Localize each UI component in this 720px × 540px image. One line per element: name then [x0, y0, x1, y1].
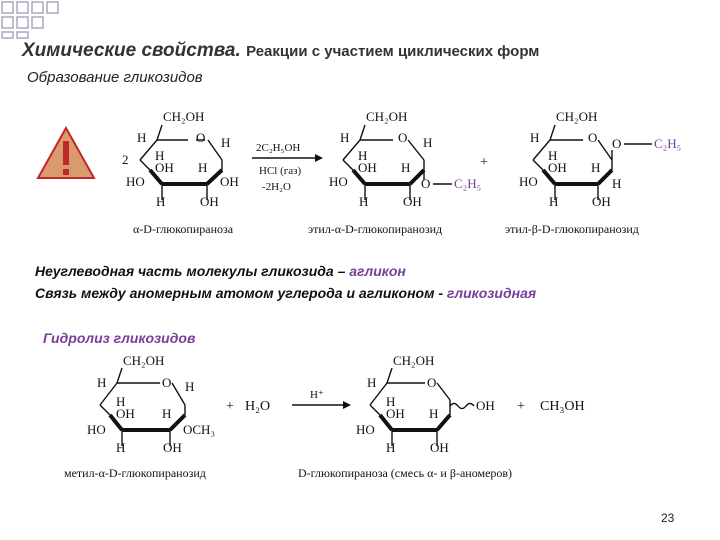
oh-label: OH: [155, 160, 174, 175]
structure-d-glucopyranose: [356, 353, 495, 455]
h-label: H: [359, 194, 369, 209]
oh-label: OH: [592, 194, 611, 209]
definition-glycosidic-bond: [35, 285, 536, 301]
definition-glycosidic-text: Связь между аномерным атомом углерода и агликоном -: [35, 285, 447, 301]
h-label: H: [221, 135, 231, 150]
structure-ethyl-beta: [519, 109, 681, 209]
h-label: H: [156, 194, 166, 209]
structure-methyl-alpha: [87, 353, 215, 455]
ch2oh-label: CH₂OH: [393, 353, 435, 368]
reagent-ethanol: 2C₂H₅OH: [256, 142, 301, 154]
ch2oh-label: CH₂OH: [556, 109, 598, 124]
h-label: H: [155, 148, 165, 163]
caption-ethyl-alpha: этил-α-D-глюкопиранозид: [308, 222, 443, 236]
oh-label: OH: [116, 406, 135, 421]
caption-alpha-glucopyranose: α-D-глюкопираноза: [133, 222, 234, 236]
oh-label: OH: [220, 174, 239, 189]
ring-o: O: [162, 375, 172, 390]
ch2oh-label: CH₂OH: [163, 109, 205, 124]
oh-label: OH: [200, 194, 219, 209]
h-label: H: [358, 148, 368, 163]
reagent-hcl: HCl (газ): [259, 165, 302, 177]
aglycone-c2h5: C₂H₅: [454, 176, 482, 191]
h-label: H: [612, 176, 622, 191]
h-label: H: [116, 394, 126, 409]
reaction-arrow-1: [252, 142, 323, 193]
coefficient-2: 2: [122, 152, 129, 167]
ho-label: HO: [329, 174, 348, 189]
term-aglycone: агликон: [349, 263, 406, 279]
h-label: H: [548, 148, 558, 163]
h-label: H: [198, 160, 208, 175]
reaction-arrow-2: [292, 389, 351, 409]
ho-label: HO: [356, 422, 375, 437]
ho-label: HO: [87, 422, 106, 437]
structure-alpha-glucopyranose: [122, 109, 239, 209]
definition-aglycone-text: Неуглеводная часть молекулы гликозида –: [35, 263, 350, 279]
oh-label: OH: [430, 440, 449, 455]
glycosidic-o: O: [421, 176, 431, 191]
ho-label: HO: [519, 174, 538, 189]
page-number: 23: [661, 511, 675, 525]
h-label: H: [423, 135, 433, 150]
term-glycosidic: гликозидная: [446, 285, 537, 301]
ho-label: HO: [126, 174, 145, 189]
h-label: H: [386, 394, 396, 409]
oh-label: OH: [403, 194, 422, 209]
h-label: H: [386, 440, 396, 455]
slide-subtitle: Образование гликозидов: [27, 69, 203, 86]
reagent-water: -2H₂O: [262, 181, 291, 193]
catalyst-label: H⁺: [310, 389, 324, 401]
h-label: H: [549, 194, 559, 209]
h-label: H: [97, 375, 107, 390]
definition-aglycone: [35, 263, 406, 279]
anomeric-oh-label: OH: [476, 398, 495, 413]
caption-methyl-alpha: метил-α-D-глюкопиранозид: [64, 466, 206, 480]
h-label: H: [429, 406, 439, 421]
oh-label: OH: [386, 406, 405, 421]
title-main: Химические свойства.: [22, 40, 241, 61]
structure-ethyl-alpha: [329, 109, 481, 209]
ring-o: O: [398, 130, 408, 145]
och3-label: OCH₃: [183, 422, 215, 437]
caption-ethyl-beta: этил-β-D-глюкопиранозид: [505, 222, 639, 236]
title-rest: Реакции с участием циклических форм: [246, 43, 540, 60]
h-label: H: [116, 440, 126, 455]
h-label: H: [340, 130, 350, 145]
ring-o: O: [427, 375, 437, 390]
h-label: H: [185, 379, 195, 394]
ch2oh-label: CH₂OH: [123, 353, 165, 368]
oh-label: OH: [163, 440, 182, 455]
h-label: H: [591, 160, 601, 175]
ring-o: O: [196, 130, 206, 145]
methanol-label: CH₃OH: [540, 399, 585, 414]
caption-d-glucopyranose: D-глюкопираноза (смесь α- и β-аномеров): [298, 466, 513, 480]
section-hydrolysis-title: Гидролиз гликозидов: [43, 330, 196, 346]
h-label: H: [137, 130, 147, 145]
aglycone-c2h5: C₂H₅: [654, 136, 682, 151]
glycosidic-o: O: [612, 136, 622, 151]
oh-label: OH: [548, 160, 567, 175]
h-label: H: [401, 160, 411, 175]
ch2oh-label: CH₂OH: [366, 109, 408, 124]
water-label: H₂O: [245, 399, 271, 414]
plus-sign: +: [480, 155, 488, 170]
ring-o: O: [588, 130, 598, 145]
plus-sign: +: [517, 399, 525, 414]
h-label: H: [162, 406, 172, 421]
plus-sign: +: [226, 399, 234, 414]
oh-label: OH: [358, 160, 377, 175]
h-label: H: [530, 130, 540, 145]
h-label: H: [367, 375, 377, 390]
